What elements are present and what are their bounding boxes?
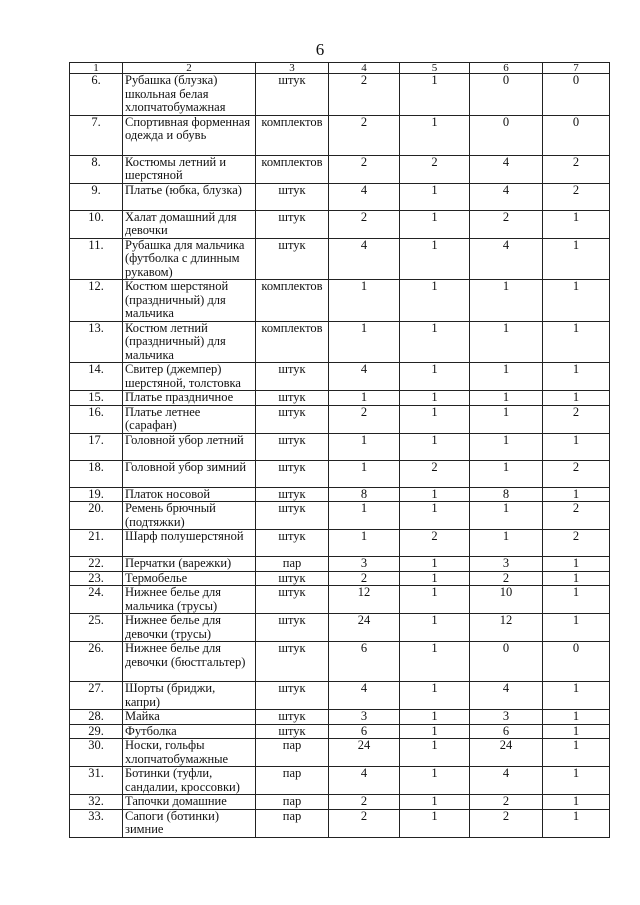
col5-value-cell: 1 bbox=[400, 614, 470, 642]
col4-value-cell: 4 bbox=[329, 363, 400, 391]
column-header: 5 bbox=[400, 63, 470, 74]
col6-value-cell: 1 bbox=[470, 530, 543, 557]
col6-value-cell: 4 bbox=[470, 155, 543, 183]
col7-value-cell: 2 bbox=[543, 530, 610, 557]
col6-value-cell: 24 bbox=[470, 739, 543, 767]
col6-value-cell: 2 bbox=[470, 210, 543, 238]
unit-cell: штук bbox=[256, 502, 329, 530]
col4-value-cell: 1 bbox=[329, 391, 400, 406]
col7-value-cell: 1 bbox=[543, 614, 610, 642]
col5-value-cell: 2 bbox=[400, 155, 470, 183]
col6-value-cell: 1 bbox=[470, 502, 543, 530]
row-number-cell: 26. bbox=[70, 642, 123, 682]
unit-cell: комплектов bbox=[256, 115, 329, 155]
col7-value-cell: 1 bbox=[543, 586, 610, 614]
col4-value-cell: 24 bbox=[329, 739, 400, 767]
item-name-cell: Футболка bbox=[123, 724, 256, 739]
table-row bbox=[70, 586, 610, 614]
item-name-cell: Носки, гольфы хлопчатобумажные bbox=[123, 739, 256, 767]
col5-value-cell: 1 bbox=[400, 682, 470, 710]
item-name-cell: Нижнее белье для девочки (трусы) bbox=[123, 614, 256, 642]
table-row bbox=[70, 238, 610, 280]
item-name-cell: Ботинки (туфли, сандалии, кроссовки) bbox=[123, 767, 256, 795]
item-name-cell: Платье летнее (сарафан) bbox=[123, 405, 256, 433]
column-header: 2 bbox=[123, 63, 256, 74]
item-name-cell: Майка bbox=[123, 710, 256, 725]
row-number-cell: 11. bbox=[70, 238, 123, 280]
col7-value-cell: 1 bbox=[543, 391, 610, 406]
col7-value-cell: 2 bbox=[543, 460, 610, 487]
col4-value-cell: 2 bbox=[329, 571, 400, 586]
col6-value-cell: 3 bbox=[470, 710, 543, 725]
row-number-cell: 16. bbox=[70, 405, 123, 433]
col7-value-cell: 1 bbox=[543, 280, 610, 322]
item-name-cell: Тапочки домашние bbox=[123, 795, 256, 810]
col4-value-cell: 1 bbox=[329, 502, 400, 530]
col6-value-cell: 2 bbox=[470, 795, 543, 810]
unit-cell: штук bbox=[256, 238, 329, 280]
item-name-cell: Нижнее белье для мальчика (трусы) bbox=[123, 586, 256, 614]
col4-value-cell: 12 bbox=[329, 586, 400, 614]
col7-value-cell: 2 bbox=[543, 405, 610, 433]
col6-value-cell: 1 bbox=[470, 363, 543, 391]
col6-value-cell: 1 bbox=[470, 280, 543, 322]
unit-cell: пар bbox=[256, 557, 329, 572]
table-row bbox=[70, 795, 610, 810]
unit-cell: пар bbox=[256, 809, 329, 837]
table-row bbox=[70, 571, 610, 586]
col6-value-cell: 0 bbox=[470, 642, 543, 682]
column-header: 6 bbox=[470, 63, 543, 74]
col7-value-cell: 0 bbox=[543, 642, 610, 682]
item-name-cell: Костюм шерстяной (праздничный) для мальчика bbox=[123, 280, 256, 322]
col4-value-cell: 2 bbox=[329, 210, 400, 238]
item-name-cell: Платье (юбка, блузка) bbox=[123, 183, 256, 210]
col7-value-cell: 1 bbox=[543, 557, 610, 572]
row-number-cell: 15. bbox=[70, 391, 123, 406]
col6-value-cell: 6 bbox=[470, 724, 543, 739]
col5-value-cell: 1 bbox=[400, 405, 470, 433]
row-number-cell: 18. bbox=[70, 460, 123, 487]
item-name-cell: Сапоги (ботинки) зимние bbox=[123, 809, 256, 837]
row-number-cell: 6. bbox=[70, 74, 123, 116]
item-name-cell: Платок носовой bbox=[123, 487, 256, 502]
row-number-cell: 24. bbox=[70, 586, 123, 614]
col5-value-cell: 1 bbox=[400, 238, 470, 280]
col5-value-cell: 1 bbox=[400, 557, 470, 572]
table-row bbox=[70, 739, 610, 767]
col5-value-cell: 1 bbox=[400, 487, 470, 502]
table-row bbox=[70, 724, 610, 739]
col7-value-cell: 1 bbox=[543, 809, 610, 837]
col5-value-cell: 2 bbox=[400, 460, 470, 487]
row-number-cell: 21. bbox=[70, 530, 123, 557]
col7-value-cell: 1 bbox=[543, 795, 610, 810]
table-row bbox=[70, 809, 610, 837]
item-name-cell: Шарф полушерстяной bbox=[123, 530, 256, 557]
clothing-norms-table bbox=[69, 62, 610, 838]
item-name-cell: Ремень брючный (подтяжки) bbox=[123, 502, 256, 530]
col6-value-cell: 3 bbox=[470, 557, 543, 572]
unit-cell: штук bbox=[256, 530, 329, 557]
table-row bbox=[70, 710, 610, 725]
col6-value-cell: 1 bbox=[470, 321, 543, 363]
col5-value-cell: 1 bbox=[400, 210, 470, 238]
unit-cell: штук bbox=[256, 586, 329, 614]
item-name-cell: Свитер (джемпер) шерстяной, толстовка bbox=[123, 363, 256, 391]
col5-value-cell: 1 bbox=[400, 739, 470, 767]
row-number-cell: 17. bbox=[70, 433, 123, 460]
table-row bbox=[70, 487, 610, 502]
table-row bbox=[70, 642, 610, 682]
col7-value-cell: 2 bbox=[543, 155, 610, 183]
col4-value-cell: 4 bbox=[329, 682, 400, 710]
col4-value-cell: 1 bbox=[329, 460, 400, 487]
row-number-cell: 31. bbox=[70, 767, 123, 795]
col5-value-cell: 1 bbox=[400, 724, 470, 739]
table-row bbox=[70, 682, 610, 710]
col6-value-cell: 10 bbox=[470, 586, 543, 614]
row-number-cell: 23. bbox=[70, 571, 123, 586]
col7-value-cell: 2 bbox=[543, 183, 610, 210]
col4-value-cell: 1 bbox=[329, 321, 400, 363]
col5-value-cell: 1 bbox=[400, 502, 470, 530]
table-row bbox=[70, 614, 610, 642]
row-number-cell: 27. bbox=[70, 682, 123, 710]
row-number-cell: 7. bbox=[70, 115, 123, 155]
col4-value-cell: 2 bbox=[329, 155, 400, 183]
unit-cell: пар bbox=[256, 739, 329, 767]
col5-value-cell: 1 bbox=[400, 321, 470, 363]
row-number-cell: 9. bbox=[70, 183, 123, 210]
row-number-cell: 14. bbox=[70, 363, 123, 391]
col6-value-cell: 1 bbox=[470, 460, 543, 487]
unit-cell: штук bbox=[256, 391, 329, 406]
col4-value-cell: 3 bbox=[329, 557, 400, 572]
col7-value-cell: 1 bbox=[543, 238, 610, 280]
col6-value-cell: 1 bbox=[470, 405, 543, 433]
col7-value-cell: 1 bbox=[543, 363, 610, 391]
col4-value-cell: 1 bbox=[329, 433, 400, 460]
col5-value-cell: 1 bbox=[400, 74, 470, 116]
col6-value-cell: 2 bbox=[470, 571, 543, 586]
unit-cell: пар bbox=[256, 795, 329, 810]
column-header: 1 bbox=[70, 63, 123, 74]
col7-value-cell: 1 bbox=[543, 571, 610, 586]
col4-value-cell: 4 bbox=[329, 183, 400, 210]
col4-value-cell: 4 bbox=[329, 238, 400, 280]
col5-value-cell: 1 bbox=[400, 571, 470, 586]
table-row bbox=[70, 767, 610, 795]
page-number: 6 bbox=[315, 40, 325, 59]
col7-value-cell: 1 bbox=[543, 487, 610, 502]
unit-cell: штук bbox=[256, 571, 329, 586]
item-name-cell: Халат домашний для девочки bbox=[123, 210, 256, 238]
col6-value-cell: 0 bbox=[470, 74, 543, 116]
col6-value-cell: 4 bbox=[470, 238, 543, 280]
unit-cell: штук bbox=[256, 460, 329, 487]
col5-value-cell: 1 bbox=[400, 642, 470, 682]
row-number-cell: 33. bbox=[70, 809, 123, 837]
col5-value-cell: 1 bbox=[400, 586, 470, 614]
item-name-cell: Шорты (бриджи, капри) bbox=[123, 682, 256, 710]
table-header-row bbox=[70, 63, 610, 74]
unit-cell: комплектов bbox=[256, 321, 329, 363]
col7-value-cell: 1 bbox=[543, 210, 610, 238]
unit-cell: штук bbox=[256, 710, 329, 725]
item-name-cell: Спортивная форменная одежда и обувь bbox=[123, 115, 256, 155]
col4-value-cell: 1 bbox=[329, 280, 400, 322]
item-name-cell: Платье праздничное bbox=[123, 391, 256, 406]
col4-value-cell: 2 bbox=[329, 809, 400, 837]
col6-value-cell: 12 bbox=[470, 614, 543, 642]
row-number-cell: 32. bbox=[70, 795, 123, 810]
col4-value-cell: 2 bbox=[329, 795, 400, 810]
col7-value-cell: 1 bbox=[543, 321, 610, 363]
row-number-cell: 22. bbox=[70, 557, 123, 572]
item-name-cell: Рубашка для мальчика (футболка с длинным рукавом) bbox=[123, 238, 256, 280]
table-row bbox=[70, 502, 610, 530]
unit-cell: штук bbox=[256, 682, 329, 710]
col4-value-cell: 1 bbox=[329, 530, 400, 557]
col4-value-cell: 8 bbox=[329, 487, 400, 502]
table-row bbox=[70, 363, 610, 391]
table-row bbox=[70, 460, 610, 487]
item-name-cell: Термобелье bbox=[123, 571, 256, 586]
unit-cell: штук bbox=[256, 433, 329, 460]
col5-value-cell: 2 bbox=[400, 530, 470, 557]
table-row bbox=[70, 391, 610, 406]
unit-cell: комплектов bbox=[256, 155, 329, 183]
col5-value-cell: 1 bbox=[400, 115, 470, 155]
unit-cell: комплектов bbox=[256, 280, 329, 322]
table-row bbox=[70, 74, 610, 116]
table-row bbox=[70, 433, 610, 460]
table-row bbox=[70, 155, 610, 183]
table-row bbox=[70, 280, 610, 322]
row-number-cell: 8. bbox=[70, 155, 123, 183]
row-number-cell: 13. bbox=[70, 321, 123, 363]
table-row bbox=[70, 405, 610, 433]
unit-cell: штук bbox=[256, 210, 329, 238]
item-name-cell: Костюм летний (праздничный) для мальчика bbox=[123, 321, 256, 363]
col5-value-cell: 1 bbox=[400, 280, 470, 322]
col5-value-cell: 1 bbox=[400, 710, 470, 725]
row-number-cell: 28. bbox=[70, 710, 123, 725]
item-name-cell: Нижнее белье для девочки (бюстгальтер) bbox=[123, 642, 256, 682]
col6-value-cell: 4 bbox=[470, 767, 543, 795]
col4-value-cell: 6 bbox=[329, 724, 400, 739]
col6-value-cell: 8 bbox=[470, 487, 543, 502]
col5-value-cell: 1 bbox=[400, 809, 470, 837]
unit-cell: пар bbox=[256, 767, 329, 795]
col4-value-cell: 24 bbox=[329, 614, 400, 642]
item-name-cell: Рубашка (блузка) школьная белая хлопчатобумажная bbox=[123, 74, 256, 116]
table-row bbox=[70, 183, 610, 210]
col7-value-cell: 0 bbox=[543, 115, 610, 155]
table-row bbox=[70, 557, 610, 572]
table-row bbox=[70, 210, 610, 238]
row-number-cell: 20. bbox=[70, 502, 123, 530]
col4-value-cell: 4 bbox=[329, 767, 400, 795]
col7-value-cell: 0 bbox=[543, 74, 610, 116]
col7-value-cell: 1 bbox=[543, 682, 610, 710]
column-header: 4 bbox=[329, 63, 400, 74]
col7-value-cell: 1 bbox=[543, 724, 610, 739]
col6-value-cell: 2 bbox=[470, 809, 543, 837]
col4-value-cell: 6 bbox=[329, 642, 400, 682]
col5-value-cell: 1 bbox=[400, 183, 470, 210]
unit-cell: штук bbox=[256, 405, 329, 433]
col5-value-cell: 1 bbox=[400, 767, 470, 795]
column-header: 3 bbox=[256, 63, 329, 74]
col6-value-cell: 1 bbox=[470, 433, 543, 460]
row-number-cell: 12. bbox=[70, 280, 123, 322]
col6-value-cell: 4 bbox=[470, 183, 543, 210]
item-name-cell: Головной убор летний bbox=[123, 433, 256, 460]
row-number-cell: 19. bbox=[70, 487, 123, 502]
unit-cell: штук bbox=[256, 642, 329, 682]
table-row bbox=[70, 321, 610, 363]
unit-cell: штук bbox=[256, 614, 329, 642]
col7-value-cell: 1 bbox=[543, 710, 610, 725]
col5-value-cell: 1 bbox=[400, 795, 470, 810]
col5-value-cell: 1 bbox=[400, 363, 470, 391]
col7-value-cell: 1 bbox=[543, 767, 610, 795]
col7-value-cell: 1 bbox=[543, 739, 610, 767]
unit-cell: штук bbox=[256, 487, 329, 502]
item-name-cell: Костюмы летний и шерстяной bbox=[123, 155, 256, 183]
table-row bbox=[70, 530, 610, 557]
item-name-cell: Головной убор зимний bbox=[123, 460, 256, 487]
row-number-cell: 25. bbox=[70, 614, 123, 642]
col7-value-cell: 1 bbox=[543, 433, 610, 460]
row-number-cell: 29. bbox=[70, 724, 123, 739]
col6-value-cell: 1 bbox=[470, 391, 543, 406]
column-header: 7 bbox=[543, 63, 610, 74]
unit-cell: штук bbox=[256, 724, 329, 739]
col4-value-cell: 3 bbox=[329, 710, 400, 725]
unit-cell: штук bbox=[256, 363, 329, 391]
col6-value-cell: 4 bbox=[470, 682, 543, 710]
col5-value-cell: 1 bbox=[400, 391, 470, 406]
item-name-cell: Перчатки (варежки) bbox=[123, 557, 256, 572]
col6-value-cell: 0 bbox=[470, 115, 543, 155]
col4-value-cell: 2 bbox=[329, 405, 400, 433]
unit-cell: штук bbox=[256, 74, 329, 116]
row-number-cell: 10. bbox=[70, 210, 123, 238]
col7-value-cell: 2 bbox=[543, 502, 610, 530]
col4-value-cell: 2 bbox=[329, 74, 400, 116]
col5-value-cell: 1 bbox=[400, 433, 470, 460]
unit-cell: штук bbox=[256, 183, 329, 210]
col4-value-cell: 2 bbox=[329, 115, 400, 155]
row-number-cell: 30. bbox=[70, 739, 123, 767]
table-row bbox=[70, 115, 610, 155]
